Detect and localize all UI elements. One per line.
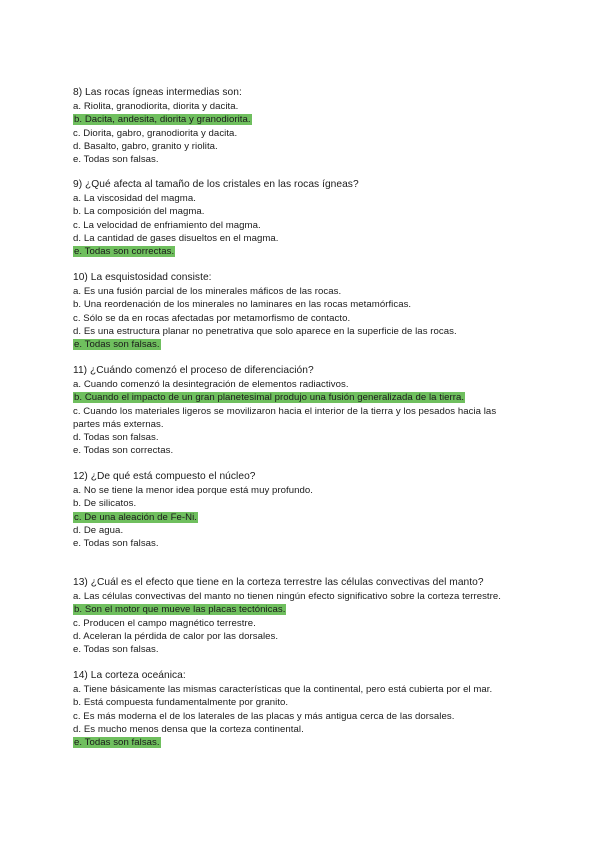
option-a: a. Cuando comenzó la desintegración de elementos radiactivos. xyxy=(73,379,349,390)
option-d: d. Basalto, gabro, granito y riolita. xyxy=(73,140,218,152)
option-d: d. La cantidad de gases disueltos en el magma. xyxy=(73,232,279,244)
question-title: 12) ¿De qué está compuesto el núcleo? xyxy=(73,471,256,482)
option-b-correct xyxy=(73,603,533,616)
option-b-correct xyxy=(73,113,533,126)
option-a: a. La viscosidad del magma. xyxy=(73,193,196,204)
question-8 xyxy=(73,86,533,166)
question-title: 14) La corteza oceánica: xyxy=(73,670,186,681)
correct-answer-highlight: e. Todas son correctas. xyxy=(74,246,175,258)
option-e-correct xyxy=(73,245,533,258)
option-b: b. Una reordenación de los minerales no laminares en las rocas metamórficas. xyxy=(73,299,412,311)
question-10 xyxy=(73,271,533,351)
option-d: d. Aceleran la pérdida de calor por las dorsales. xyxy=(73,630,279,642)
question-11 xyxy=(73,364,533,458)
option-c: c. Producen el campo magnético terrestre. xyxy=(73,617,256,629)
question-14 xyxy=(73,669,533,749)
option-b-correct xyxy=(73,391,533,404)
option-d: d. Es una estructura planar no penetrativa que solo aparece en la superficie de las rocas. xyxy=(73,325,457,337)
option-d: d. De agua. xyxy=(73,524,124,536)
option-d: d. Todas son falsas. xyxy=(73,432,159,444)
question-title: 8) Las rocas ígneas intermedias son: xyxy=(73,87,242,98)
option-c: c. Es más moderna el de los laterales de las placas y más antigua cerca de las dorsales. xyxy=(73,710,455,722)
correct-answer-highlight: b. Dacita, andesita, diorita y granodiorita. xyxy=(74,114,251,126)
option-e: e. Todas son falsas. xyxy=(73,644,159,656)
option-a: a. Tiene básicamente las mismas características que la continental, pero está cubierta por el mar. xyxy=(73,684,493,695)
option-c: c. Diorita, gabro, granodiorita y dacita. xyxy=(73,127,238,139)
option-b: b. La composición del magma. xyxy=(73,206,205,218)
question-title: 13) ¿Cuál es el efecto que tiene en la corteza terrestre las células convectivas del manto? xyxy=(73,577,484,588)
question-title: 10) La esquistosidad consiste: xyxy=(73,272,212,283)
option-c: c. Cuando los materiales ligeros se movilizaron hacia el interior de la tierra y los pesados hacia las partes más externas. xyxy=(73,405,497,430)
option-a: a. No se tiene la menor idea porque está muy profundo. xyxy=(73,485,314,496)
correct-answer-highlight: e. Todas son falsas. xyxy=(74,339,160,351)
option-e: e. Todas son falsas. xyxy=(73,538,159,550)
correct-answer-highlight: b. Cuando el impacto de un gran planetesimal produjo una fusión generalizada de la tierra. xyxy=(74,392,465,404)
correct-answer-highlight: e. Todas son falsas. xyxy=(74,737,160,749)
option-b: b. De silicatos. xyxy=(73,498,137,510)
option-e: e. Todas son correctas. xyxy=(73,445,174,457)
correct-answer-highlight: c. De una aleación de Fe-Ni. xyxy=(74,511,197,523)
option-c-correct xyxy=(73,511,533,524)
option-a: a. Las células convectivas del manto no tienen ningún efecto significativo sobre la corteza terrestre. xyxy=(73,591,501,602)
option-c: c. La velocidad de enfriamiento del magma. xyxy=(73,219,261,231)
question-13 xyxy=(73,576,533,656)
option-a: a. Es una fusión parcial de los minerales máficos de las rocas. xyxy=(73,286,342,297)
question-9 xyxy=(73,178,533,258)
correct-answer-highlight: b. Son el motor que mueve las placas tectónicas. xyxy=(74,604,286,616)
question-12 xyxy=(73,470,533,550)
option-a: a. Riolita, granodiorita, diorita y dacita. xyxy=(73,101,239,112)
question-title: 11) ¿Cuándo comenzó el proceso de diferenciación? xyxy=(73,365,314,376)
option-e-correct xyxy=(73,338,533,351)
option-e-correct xyxy=(73,736,533,749)
option-e: e. Todas son falsas. xyxy=(73,154,159,166)
question-title: 9) ¿Qué afecta al tamaño de los cristales en las rocas ígneas? xyxy=(73,179,359,190)
option-c: c. Sólo se da en rocas afectadas por metamorfismo de contacto. xyxy=(73,312,351,324)
option-b: b. Está compuesta fundamentalmente por granito. xyxy=(73,697,289,709)
option-d: d. Es mucho menos densa que la corteza continental. xyxy=(73,723,304,735)
